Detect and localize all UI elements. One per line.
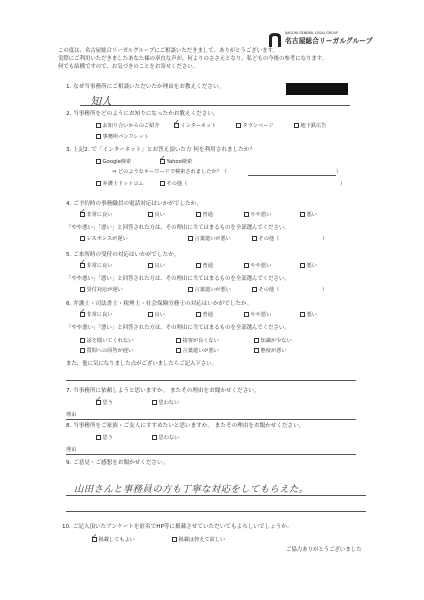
q4-checkmark: ✓ <box>79 207 86 216</box>
q4-rating-average[interactable]: 普通 <box>196 212 213 219</box>
q4-reason-slow[interactable]: レスポンスが遅い <box>80 236 128 243</box>
q2-option-internet[interactable]: インターネット <box>174 123 216 130</box>
q5-rating-average[interactable]: 普通 <box>196 263 213 270</box>
logo-name: 名古屋総合リーガルグループ <box>285 37 373 45</box>
q5-reason-other[interactable]: その他（ <box>252 287 279 294</box>
q1-answer-line <box>80 105 350 106</box>
logo-subtitle: NAGOYA GENERAL LEGAL GROUP <box>285 31 338 35</box>
q3-keyword-prompt: ⇒ どのようなキーワードで検索されましたか？（ <box>112 169 227 175</box>
q8-reason-line[interactable] <box>66 454 356 455</box>
q10-option-allow[interactable]: 掲載してもよい <box>92 537 135 544</box>
q1-answer[interactable]: 知人 <box>90 95 112 108</box>
intro-line-2: 実際にご利用いただきましたあなた様の率直な声が、何よりのささえとなり、私どもの今後の参考になります。 <box>58 56 328 62</box>
q5-text: 5. ご来所時の受付の対応はいかがでしたか。 <box>66 252 180 258</box>
q9-answer[interactable]: 山田さんと事務員の方も丁寧な対応をしてもらえた。 <box>74 484 309 495</box>
q2-option-referral[interactable]: お知り合いからのご紹介 <box>96 123 160 130</box>
q6-reason-little-knowledge[interactable]: 知識が少ない <box>254 338 292 345</box>
q2-checkmark: ✓ <box>173 118 180 127</box>
q2-option-subway-ad[interactable]: 地下鉄広告 <box>294 123 326 130</box>
q6-reason-language[interactable]: 言葉遣いが悪い <box>176 348 219 355</box>
q6-reason-poor-service[interactable]: 接客が良くない <box>176 338 219 345</box>
q4-reason-prompt: 「やや悪い」「悪い」と回答された方は、その理由に当てはまるものを全部選んでください。 <box>66 225 290 231</box>
q7-option-yes[interactable]: 思う <box>96 400 113 407</box>
q10-checkmark: ✓ <box>91 532 98 541</box>
q3-option-other[interactable]: その他（ <box>160 181 187 188</box>
q9-answer-line-2 <box>66 511 366 512</box>
q7-text: 7. 当事務所に依頼しようと思いますか。 またその理由をお聞かせください。 <box>66 388 260 394</box>
q7-option-no[interactable]: 思わない <box>152 400 179 407</box>
q6-other-prompt: また、他に気になりました点がございましたらご記入下さい。 <box>66 361 217 367</box>
q6-reason-not-listening[interactable]: 話を聞いてくれない <box>80 338 133 345</box>
q2-option-townpage[interactable]: タウンページ <box>236 123 274 130</box>
q6-rating-excellent[interactable]: 非常に良い <box>80 312 112 319</box>
q8-reason-label: 理由 <box>66 447 77 453</box>
q6-text: 6. 弁護士・司法書士・税理士・社会保険労務士の対応はいかがでしたか。 <box>66 301 253 307</box>
q6-reason-slow-answer[interactable]: 質問への回答が遅い <box>80 348 133 355</box>
q7-reason-label: 理由 <box>66 412 77 418</box>
q5-rating-somewhat-bad[interactable]: やや悪い <box>244 263 271 270</box>
q2-text: 2. 当事務所をどのようにお知りになったかお教えください。 <box>66 111 219 117</box>
q5-rating-good[interactable]: 良い <box>148 263 165 270</box>
q3-checkmark: ✓ <box>159 154 166 163</box>
q9-text: 9. ご意見・ご感想をお聞かせください。 <box>66 460 169 466</box>
q3-keyword-close: ） <box>336 169 342 175</box>
q4-rating-good[interactable]: 良い <box>148 212 165 219</box>
q7-checkmark: ✓ <box>95 395 102 404</box>
q6-rating-somewhat-bad[interactable]: やや悪い <box>244 312 271 319</box>
q4-text: 4. ご予約時の事務職員の電話対応はいかがでしたか。 <box>66 201 202 207</box>
q8-option-no[interactable]: 思わない <box>152 435 179 442</box>
q8-text: 8. 当事務所をご家族・ご友人にすすめたいと思いますか。 またその理由をお聞かせください。 <box>66 423 305 429</box>
q1-text: 1. なぜ当事務所にご相談いただいたか理由をお教えください。 <box>66 84 225 90</box>
q9-answer-line-1 <box>66 495 366 496</box>
thanks-text: ご協力ありがとうございました <box>286 547 362 553</box>
q6-rating-good[interactable]: 良い <box>148 312 165 319</box>
q3-option-bengo4[interactable]: 弁護士ドットコム <box>96 181 144 188</box>
q3-option-yahoo[interactable]: Yahoo検索 <box>160 159 192 166</box>
q4-reason-close: ） <box>322 236 328 242</box>
logo <box>268 30 408 52</box>
q6-rating-bad[interactable]: 悪い <box>300 312 317 319</box>
q6-reason-prompt: 「やや悪い」「悪い」と回答された方は、その理由に当てはまるものを全部選んでください。 <box>66 325 290 331</box>
q6-other-line[interactable] <box>66 380 356 381</box>
q4-rating-excellent[interactable]: 非常に良い <box>80 212 112 219</box>
q7-reason-line[interactable] <box>66 419 356 420</box>
q5-reason-prompt: 「やや悪い」「悪い」と回答された方は、その理由に当てはまるものを全部選んでください。 <box>66 276 290 282</box>
q6-rating-average[interactable]: 普通 <box>196 312 213 319</box>
intro-line-1: この度は、名古屋総合リーガルグループにご相談いただきまして、ありがとうございます。 <box>58 48 278 54</box>
q6-reason-attitude[interactable]: 態度が悪い <box>254 348 286 355</box>
q4-rating-bad[interactable]: 悪い <box>300 212 317 219</box>
q4-rating-somewhat-bad[interactable]: やや悪い <box>244 212 271 219</box>
q6-checkmark: ✓ <box>79 307 86 316</box>
redaction-block <box>286 83 348 95</box>
q3-text: 3. 上記2. で「インターネット」とお答え頂いた方 何を利用されましたか？ <box>66 147 255 153</box>
q4-reason-language[interactable]: 言葉遣いが悪い <box>188 236 231 243</box>
q10-text: 10. ご記入頂いたアンケートを匿名でHP等に掲載させていただいてもよろしいでしょうか。 <box>62 524 293 530</box>
q5-rating-bad[interactable]: 悪い <box>300 263 317 270</box>
q3-keyword-line[interactable] <box>248 175 336 176</box>
q5-reason-slow[interactable]: 受付対応が遅い <box>80 287 123 294</box>
q4-reason-other[interactable]: その他（ <box>252 236 279 243</box>
q8-option-yes[interactable]: 思う <box>96 435 113 442</box>
q3-other-close: ） <box>340 181 346 187</box>
intro-line-3: 何でも結構ですので、お気づきのことをお寄せください。 <box>58 64 199 70</box>
q3-option-google[interactable]: Google検索 <box>96 159 131 166</box>
q5-checkmark: ✓ <box>79 258 86 267</box>
q5-reason-close: ） <box>322 287 328 293</box>
logo-mark-icon <box>268 32 282 48</box>
q5-reason-language[interactable]: 言葉遣いが悪い <box>188 287 231 294</box>
q5-rating-excellent[interactable]: 非常に良い <box>80 263 112 270</box>
q10-option-decline[interactable]: 掲載は控えて欲しい <box>172 537 225 544</box>
q2-option-pamphlet[interactable]: 事務所パンフレット <box>96 134 149 141</box>
